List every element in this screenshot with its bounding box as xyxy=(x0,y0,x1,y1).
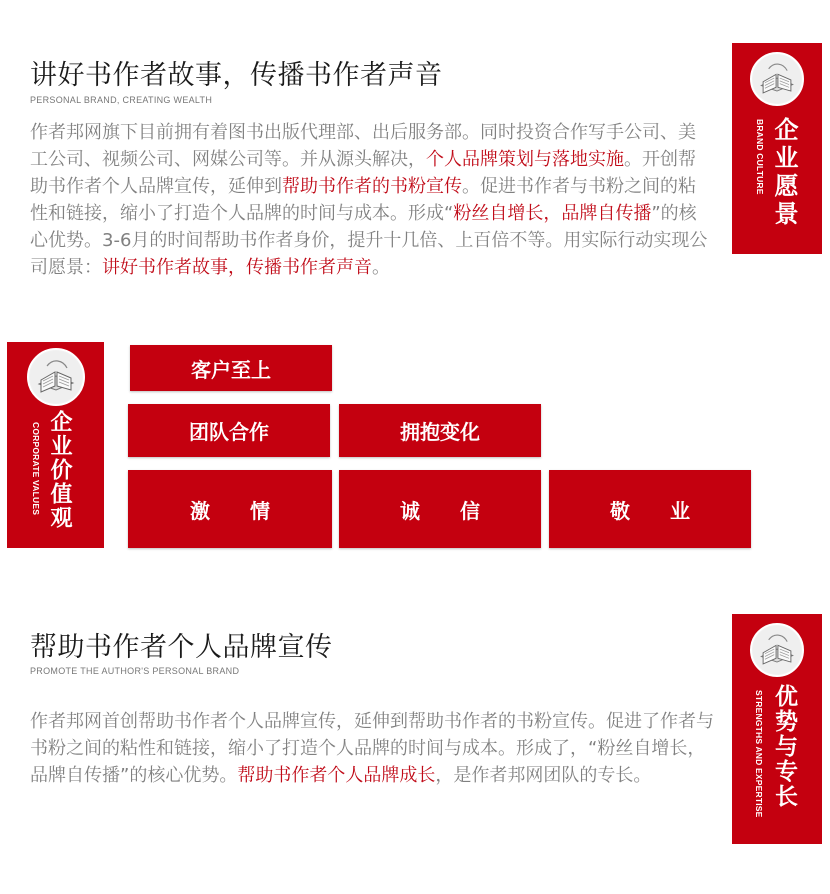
banner-subtitle: CORPORATE VALUES xyxy=(31,422,41,516)
section-subtitle-vision: PERSONAL BRAND, CREATING WEALTH xyxy=(30,95,213,105)
banner-title: 企业愿景 xyxy=(770,117,799,229)
value-embrace-change: 拥抱变化 xyxy=(339,404,541,457)
book-emblem-icon xyxy=(750,52,804,106)
book-emblem-icon xyxy=(27,348,85,406)
paragraph-text: 作者邦网首创帮助书作者个人品牌宣传，延伸到帮助书作者的书粉宣传。促进了作者与书粉之间的粘性和链接，缩小了打造个人品牌的时间与成本。形成了，“粉丝自增长，品牌自传播”的核心优势。 xyxy=(30,711,714,786)
banner-strengths xyxy=(732,614,822,844)
highlight-text: 帮助书作者的书粉宣传 xyxy=(282,176,462,197)
value-integrity: 诚 信 xyxy=(339,470,541,548)
highlight-text: 粉丝自增长，品牌自传播 xyxy=(453,203,652,224)
paragraph-text: 。 xyxy=(372,257,390,278)
banner-title: 优势与专长 xyxy=(771,684,798,809)
highlight-text: 讲好书作者故事，传播书作者声音 xyxy=(102,257,372,278)
banner-title: 企业价值观 xyxy=(47,410,73,530)
promotion-paragraph xyxy=(30,708,720,789)
highlight-text: 帮助书作者个人品牌成长 xyxy=(237,765,436,786)
book-emblem-icon xyxy=(750,623,804,677)
highlight-text: 个人品牌策划与落地实施 xyxy=(426,149,624,170)
value-teamwork: 团队合作 xyxy=(128,404,330,457)
banner-brand-culture xyxy=(732,43,822,254)
section-title-vision: 讲好书作者故事，传播书作者声音 xyxy=(30,60,443,91)
paragraph-text: ，是作者邦网团队的专长。 xyxy=(435,765,652,786)
section-title-promotion: 帮助书作者个人品牌宣传 xyxy=(30,632,333,663)
banner-corporate-values xyxy=(7,342,104,548)
value-dedication: 敬 业 xyxy=(549,470,751,548)
section-subtitle-promotion: PROMOTE THE AUTHOR'S PERSONAL BRAND xyxy=(30,666,240,676)
banner-subtitle: BRAND CULTURE xyxy=(755,119,765,195)
value-passion: 激 情 xyxy=(128,470,332,548)
banner-subtitle: STRENGTHS AND EXPERTISE xyxy=(754,690,764,818)
vision-paragraph xyxy=(30,119,712,281)
paragraph-text: 作者邦网旗下目前拥有着图书出版代理部、出后服务部。同时投资合作写手公司、美工公司、视频公司、网媒公司等。并从源头解决， xyxy=(30,122,696,170)
paragraph-text: 。促进书作者与书粉之间的粘性和链接，缩小了打造个人品牌的时间与成本。形成“ xyxy=(30,176,696,224)
value-customer-first: 客户至上 xyxy=(130,345,332,391)
paragraph-text: 。开创帮助书作者个人品牌宣传，延伸到 xyxy=(30,149,696,197)
paragraph-text: ”的核心优势。3-6月的时间帮助书作者身价，提升十几倍、上百倍不等。用实际行动实现公司愿景： xyxy=(30,203,708,278)
